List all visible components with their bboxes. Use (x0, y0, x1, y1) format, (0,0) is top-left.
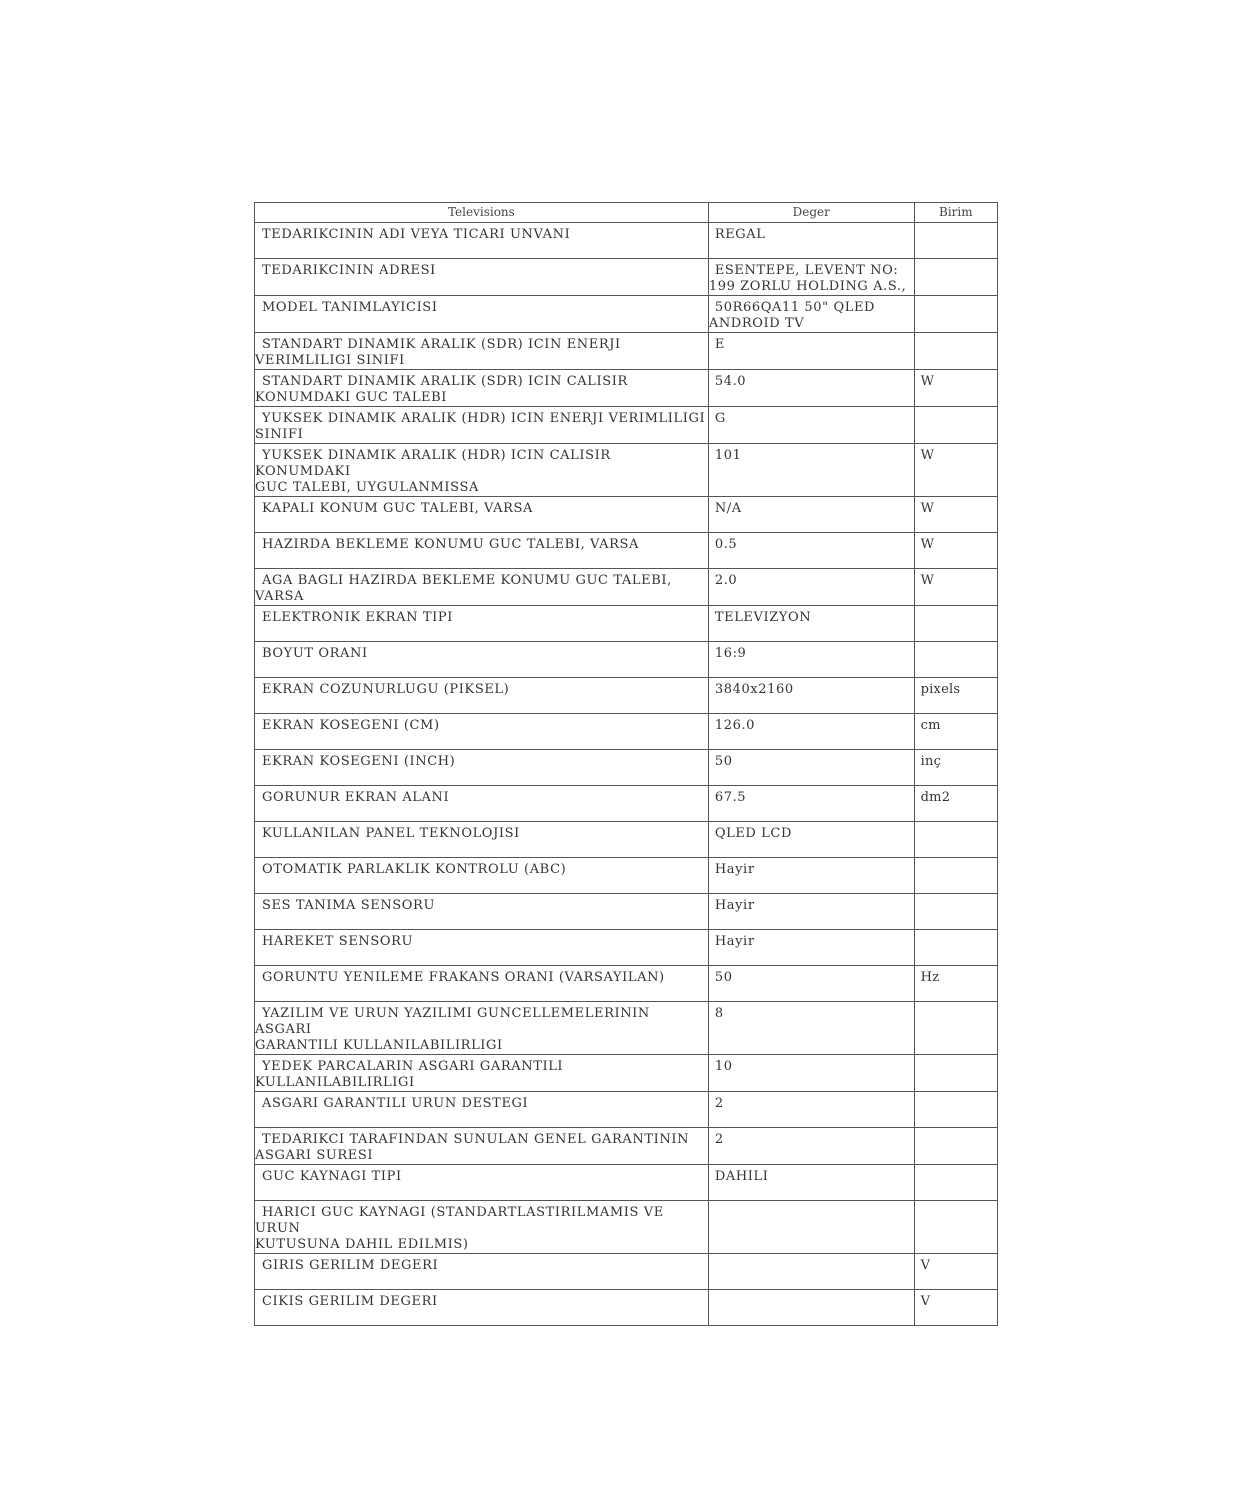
property-cell (255, 1254, 709, 1290)
property-label: TEDARIKCININ ADRESI (262, 263, 436, 278)
unit-cell (914, 1290, 997, 1326)
property-label: KAPALI KONUM GUC TALEBI, VARSA (262, 501, 534, 516)
value-text: 16:9 (714, 646, 747, 661)
property-label: CIKIS GERILIM DEGERI (262, 1294, 438, 1309)
value-cell (708, 966, 914, 1002)
property-label: GUC KAYNAGI TIPI (262, 1169, 402, 1184)
unit-text: V (920, 1258, 931, 1273)
property-cell (255, 894, 709, 930)
value-cell (708, 1055, 914, 1092)
property-cell (255, 1165, 709, 1201)
value-cell (708, 497, 914, 533)
table-row (255, 296, 998, 333)
value-cell (708, 223, 914, 259)
unit-cell (914, 296, 997, 333)
property-label: EKRAN KOSEGENI (CM) (262, 718, 440, 733)
table-row (255, 533, 998, 569)
value-text: ESENTEPE, LEVENT NO: 199 ZORLU HOLDING A.S., (708, 263, 907, 294)
property-label: GORUNTU YENILEME FRAKANS ORANI (VARSAYILAN) (262, 970, 665, 985)
property-cell (255, 223, 709, 259)
unit-cell (914, 533, 997, 569)
property-label: TEDARIKCININ ADI VEYA TICARI UNVANI (262, 227, 571, 242)
unit-cell (914, 606, 997, 642)
spec-sheet (254, 202, 998, 1326)
value-text: 8 (714, 1006, 724, 1021)
value-text: TELEVIZYON (714, 610, 812, 625)
property-cell (255, 1201, 709, 1254)
unit-text (915, 858, 997, 862)
unit-cell (914, 1128, 997, 1165)
property-label: GORUNUR EKRAN ALANI (262, 790, 450, 805)
value-cell (708, 296, 914, 333)
property-cell (255, 930, 709, 966)
unit-cell (914, 1092, 997, 1128)
value-text: REGAL (714, 227, 766, 242)
table-row (255, 714, 998, 750)
value-text: Hayir (714, 898, 755, 913)
unit-text: W (920, 573, 935, 588)
value-cell (708, 858, 914, 894)
property-cell (255, 370, 709, 407)
value-text: G (714, 411, 726, 426)
unit-text (915, 1201, 997, 1205)
property-label: YAZILIM VE URUN YAZILIMI GUNCELLEMELERININ ASGARI GARANTILI KULLANILABILIRLIGI (255, 1006, 650, 1053)
value-text (709, 1201, 914, 1205)
value-cell (708, 678, 914, 714)
unit-text: Hz (920, 970, 940, 985)
header-row (255, 203, 998, 223)
unit-cell (914, 678, 997, 714)
property-cell (255, 786, 709, 822)
unit-cell (914, 223, 997, 259)
property-label: EKRAN COZUNURLUGU (PIKSEL) (262, 682, 510, 697)
value-text: DAHILI (714, 1169, 769, 1184)
property-label: GIRIS GERILIM DEGERI (262, 1258, 439, 1273)
value-text: 3840x2160 (714, 682, 794, 697)
unit-text: V (920, 1294, 931, 1309)
unit-text: cm (920, 718, 941, 733)
unit-text (915, 1002, 997, 1006)
value-text: N/A (714, 501, 742, 516)
value-cell (708, 569, 914, 606)
value-cell (708, 894, 914, 930)
value-cell (708, 333, 914, 370)
unit-cell (914, 497, 997, 533)
property-label: STANDART DINAMIK ARALIK (SDR) ICIN ENERJI VERIMLILIGI SINIFI (255, 337, 621, 368)
unit-text (915, 333, 997, 337)
property-cell (255, 296, 709, 333)
property-cell (255, 444, 709, 497)
table-row (255, 223, 998, 259)
property-cell (255, 606, 709, 642)
property-cell (255, 533, 709, 569)
value-text: 67.5 (714, 790, 747, 805)
property-label: ELEKTRONIK EKRAN TIPI (262, 610, 453, 625)
property-cell (255, 407, 709, 444)
table-row (255, 1055, 998, 1092)
unit-text (915, 223, 997, 227)
property-cell (255, 1002, 709, 1055)
header-televisions: Televisions (255, 203, 709, 223)
property-cell (255, 333, 709, 370)
property-label: YUKSEK DINAMIK ARALIK (HDR) ICIN CALISIR KONUMDAKI GUC TALEBI, UYGULANMISSA (255, 448, 611, 495)
table-row (255, 333, 998, 370)
unit-text (915, 1165, 997, 1169)
unit-cell (914, 714, 997, 750)
table-row (255, 1092, 998, 1128)
unit-text (915, 1055, 997, 1059)
header-birim: Birim (914, 203, 997, 223)
unit-cell (914, 822, 997, 858)
table-row (255, 569, 998, 606)
property-cell (255, 678, 709, 714)
property-label: BOYUT ORANI (262, 646, 368, 661)
table-row (255, 1254, 998, 1290)
table-row (255, 858, 998, 894)
property-label: HARICI GUC KAYNAGI (STANDARTLASTIRILMAMIS VE URUN KUTUSUNA DAHIL EDILMIS) (255, 1205, 664, 1252)
unit-cell (914, 407, 997, 444)
value-text (709, 1254, 914, 1258)
unit-text (915, 1092, 997, 1096)
table-row (255, 444, 998, 497)
property-label: SES TANIMA SENSORU (262, 898, 436, 913)
property-label: HAZIRDA BEKLEME KONUMU GUC TALEBI, VARSA (262, 537, 640, 552)
unit-cell (914, 1002, 997, 1055)
value-text: 54.0 (714, 374, 747, 389)
value-text: 0.5 (714, 537, 738, 552)
unit-cell (914, 930, 997, 966)
value-text (709, 1290, 914, 1294)
value-text: 50R66QA11 50" QLED ANDROID TV (708, 300, 876, 331)
table-row (255, 1002, 998, 1055)
value-text: 126.0 (714, 718, 756, 733)
unit-text: inç (920, 754, 942, 769)
value-cell (708, 642, 914, 678)
value-cell (708, 1201, 914, 1254)
unit-text: W (920, 448, 935, 463)
property-cell (255, 714, 709, 750)
property-label: ASGARI GARANTILI URUN DESTEGI (262, 1096, 529, 1111)
value-text: E (714, 337, 725, 352)
property-label: AGA BAGLI HAZIRDA BEKLEME KONUMU GUC TALEBI, VARSA (255, 573, 672, 604)
value-text: 2 (714, 1096, 724, 1111)
value-cell (708, 930, 914, 966)
unit-text: pixels (920, 682, 961, 697)
unit-text (915, 259, 997, 263)
value-cell (708, 1165, 914, 1201)
unit-cell (914, 642, 997, 678)
unit-cell (914, 858, 997, 894)
value-text: 2 (714, 1132, 724, 1147)
value-cell (708, 407, 914, 444)
table-row (255, 606, 998, 642)
table-row (255, 1201, 998, 1254)
property-cell (255, 1128, 709, 1165)
unit-text (915, 296, 997, 300)
property-cell (255, 569, 709, 606)
table-row (255, 497, 998, 533)
product-information-table (254, 202, 998, 1326)
table-row (255, 1165, 998, 1201)
value-text: QLED LCD (714, 826, 792, 841)
table-row (255, 966, 998, 1002)
table-row (255, 750, 998, 786)
unit-cell (914, 444, 997, 497)
property-cell (255, 1055, 709, 1092)
property-cell (255, 966, 709, 1002)
property-cell (255, 858, 709, 894)
value-cell (708, 1002, 914, 1055)
value-cell (708, 606, 914, 642)
unit-cell (914, 894, 997, 930)
table-body (255, 223, 998, 1326)
unit-text (915, 1128, 997, 1132)
value-cell (708, 714, 914, 750)
value-text: 10 (714, 1059, 733, 1074)
property-label: EKRAN KOSEGENI (INCH) (262, 754, 456, 769)
value-cell (708, 259, 914, 296)
table-row (255, 407, 998, 444)
value-cell (708, 786, 914, 822)
value-text: Hayir (714, 862, 755, 877)
table-row (255, 1128, 998, 1165)
value-text: 101 (714, 448, 742, 463)
table-row (255, 894, 998, 930)
property-label: HAREKET SENSORU (262, 934, 414, 949)
table-row (255, 930, 998, 966)
property-cell (255, 497, 709, 533)
property-cell (255, 1092, 709, 1128)
unit-text: W (920, 374, 935, 389)
value-cell (708, 1092, 914, 1128)
unit-cell (914, 333, 997, 370)
property-label: MODEL TANIMLAYICISI (262, 300, 438, 315)
property-cell (255, 750, 709, 786)
unit-cell (914, 750, 997, 786)
unit-cell (914, 1201, 997, 1254)
unit-text (915, 642, 997, 646)
value-text: 2.0 (714, 573, 738, 588)
table-row (255, 678, 998, 714)
value-cell (708, 822, 914, 858)
unit-text: dm2 (920, 790, 951, 805)
unit-text (915, 606, 997, 610)
value-cell (708, 1128, 914, 1165)
unit-text (915, 894, 997, 898)
value-cell (708, 444, 914, 497)
table-header (255, 203, 998, 223)
unit-cell (914, 569, 997, 606)
table-row (255, 642, 998, 678)
property-label: YUKSEK DINAMIK ARALIK (HDR) ICIN ENERJI VERIMLILIGI SINIFI (255, 411, 706, 442)
value-text: 50 (714, 970, 733, 985)
unit-cell (914, 1254, 997, 1290)
unit-text: W (920, 537, 935, 552)
table-row (255, 1290, 998, 1326)
unit-cell (914, 786, 997, 822)
unit-text (915, 930, 997, 934)
property-label: STANDART DINAMIK ARALIK (SDR) ICIN CALISIR KONUMDAKI GUC TALEBI (255, 374, 628, 405)
unit-cell (914, 370, 997, 407)
table-row (255, 259, 998, 296)
property-label: YEDEK PARCALARIN ASGARI GARANTILI KULLANILABILIRLIGI (255, 1059, 564, 1090)
property-cell (255, 642, 709, 678)
property-label: TEDARIKCI TARAFINDAN SUNULAN GENEL GARANTININ ASGARI SURESI (255, 1132, 690, 1163)
unit-cell (914, 1055, 997, 1092)
property-cell (255, 1290, 709, 1326)
value-cell (708, 750, 914, 786)
unit-cell (914, 1165, 997, 1201)
value-cell (708, 533, 914, 569)
value-cell (708, 1290, 914, 1326)
property-label: OTOMATIK PARLAKLIK KONTROLU (ABC) (262, 862, 567, 877)
header-deger: Deger (708, 203, 914, 223)
unit-text: W (920, 501, 935, 516)
value-text: 50 (714, 754, 733, 769)
table-row (255, 822, 998, 858)
property-cell (255, 259, 709, 296)
property-cell (255, 822, 709, 858)
unit-cell (914, 966, 997, 1002)
unit-text (915, 822, 997, 826)
value-cell (708, 1254, 914, 1290)
table-row (255, 786, 998, 822)
value-text: Hayir (714, 934, 755, 949)
unit-cell (914, 259, 997, 296)
property-label: KULLANILAN PANEL TEKNOLOJISI (262, 826, 520, 841)
value-cell (708, 370, 914, 407)
unit-text (915, 407, 997, 411)
table-row (255, 370, 998, 407)
